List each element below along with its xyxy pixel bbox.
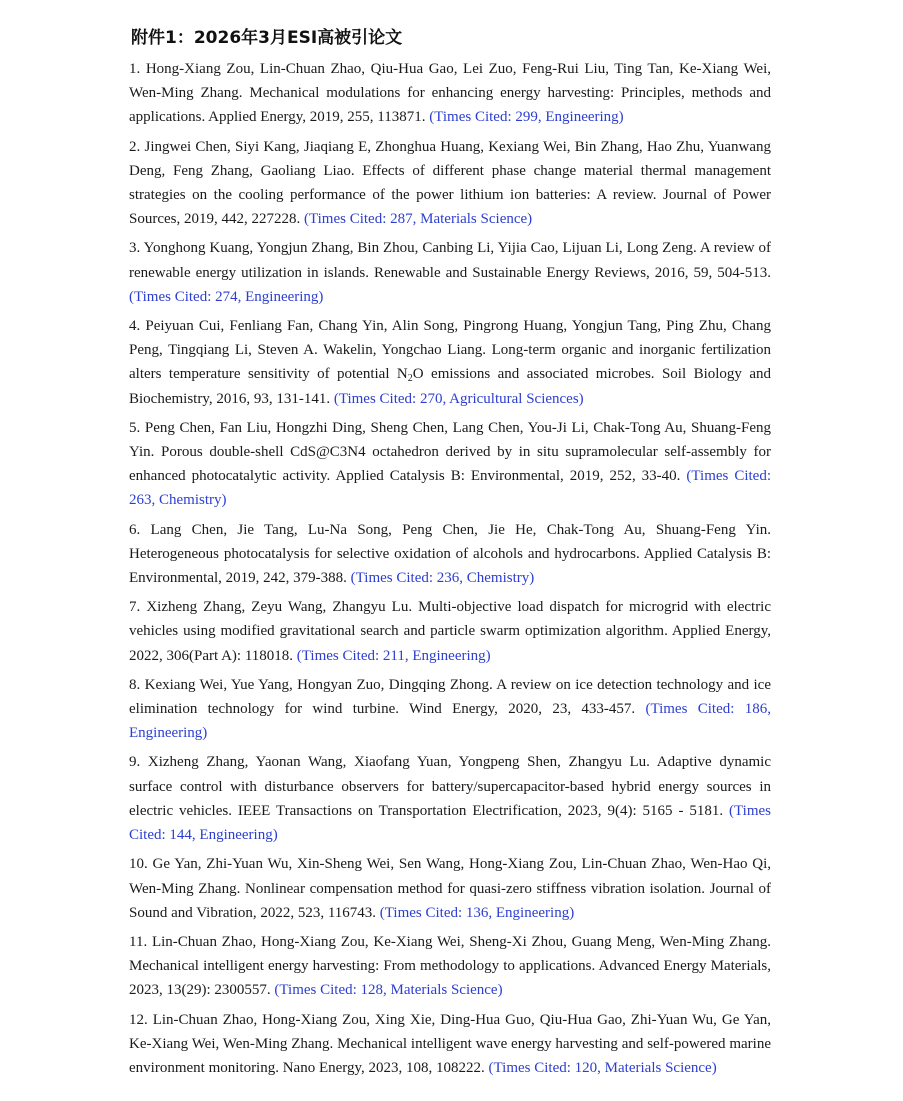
reference-text: Yonghong Kuang, Yongjun Zhang, Bin Zhou, Canbing Li, Yijia Cao, Lijuan Li, Long Zeng. A review of renewable energy utilization in islands. Renewable and Sustainable Energy Reviews, 2016, 59, 504-513. <box>129 240 771 281</box>
times-cited: (Times Cited: 136, Engineering) <box>379 904 575 921</box>
reference-item-7 <box>129 595 771 668</box>
reference-number: 4. <box>129 318 141 335</box>
reference-item-10 <box>129 852 771 925</box>
reference-number: 5. <box>129 419 141 436</box>
times-cited: (Times Cited: 186, Engineering) <box>129 701 771 742</box>
reference-item-12 <box>129 1008 771 1081</box>
reference-number: 7. <box>129 599 141 616</box>
reference-list <box>129 57 771 1085</box>
times-cited: (Times Cited: 274, Engineering) <box>129 288 324 305</box>
reference-number: 12. <box>129 1011 148 1028</box>
reference-number: 11. <box>129 933 148 950</box>
times-cited: (Times Cited: 236, Chemistry) <box>350 570 535 587</box>
times-cited: (Times Cited: 120, Materials Science) <box>488 1059 717 1076</box>
reference-item-5 <box>129 416 771 513</box>
reference-item-1 <box>129 57 771 130</box>
reference-number: 6. <box>129 521 141 538</box>
reference-number: 10. <box>129 856 148 873</box>
reference-text-part2: O emissions and associated microbes. Soil Biology and Biochemistry, 2016, 93, 131-141. <box>129 366 772 407</box>
times-cited: (Times Cited: 263, Chemistry) <box>129 468 772 509</box>
reference-text-part1: Peiyuan Cui, Fenliang Fan, Chang Yin, Alin Song, Pingrong Huang, Yongjun Tang, Ping Zhu, Chang Peng, Tingqiang Li, Steven A. Wakelin, Yongchao Liang. Long-term organic and inorganic fertilization alters temperature sensitivity of potential N <box>129 318 771 383</box>
reference-text: Jingwei Chen, Siyi Kang, Jiaqiang E, Zhonghua Huang, Kexiang Wei, Bin Zhang, Hao Zhu, Yuanwang Deng, Feng Zhang, Gaoliang Liao. Effects of different phase change material thermal management strategies on the cooling performance of the power lithium ion batteries: A review. Journal of Power Sources, 2019, 442, 227228. <box>129 138 772 228</box>
times-cited: (Times Cited: 144, Engineering) <box>129 802 771 844</box>
reference-item-8 <box>129 673 771 746</box>
reference-text: Xizheng Zhang, Zeyu Wang, Zhangyu Lu. Multi-objective load dispatch for microgrid with electric vehicles using modified gravitational search and particle swarm optimization algorithm. Applied Energy, 2022, 306(Part A): 118018. <box>129 599 772 664</box>
reference-item-3 <box>129 236 771 309</box>
page-title: 附件1：2026年3月ESI高被引论文 <box>131 28 403 48</box>
reference-text: Ge Yan, Zhi-Yuan Wu, Xin-Sheng Wei, Sen Wang, Hong-Xiang Zou, Lin-Chuan Zhao, Wen-Hao Qi, Wen-Ming Zhang. Nonlinear compensation method for quasi-zero stiffness vibration isolation. Journal of Sound and Vibration, 2022, 523, 116743. <box>129 856 772 921</box>
reference-text: Peng Chen, Fan Liu, Hongzhi Ding, Sheng Chen, Lang Chen, You-Ji Li, Chak-Tong Au, Shuang-Feng Yin. Porous double-shell CdS@C3N4 octahedron derived by in situ supramolecular self-assembly for enhanced photocatalytic activity. Applied Catalysis B: Environmental, 2019, 252, 33-40. <box>129 419 771 485</box>
reference-text: Hong-Xiang Zou, Lin-Chuan Zhao, Qiu-Hua Gao, Lei Zuo, Feng-Rui Liu, Ting Tan, Ke-Xiang Wei, Wen-Ming Zhang. Mechanical modulations for enhancing energy harvesting: Principles, methods and applications. Applied Energy, 2019, 255, 113871. <box>129 61 771 126</box>
reference-number: 1. <box>129 61 141 77</box>
reference-text: Kexiang Wei, Yue Yang, Hongyan Zuo, Dingqing Zhong. A review on ice detection technology and ice elimination technology for wind turbine. Wind Energy, 2020, 23, 433-457. <box>129 676 771 718</box>
reference-text: Lin-Chuan Zhao, Hong-Xiang Zou, Xing Xie, Ding-Hua Guo, Qiu-Hua Gao, Zhi-Yuan Wu, Ge Yan, Ke-Xiang Wei, Wen-Ming Zhang. Mechanical intelligent wave energy harvesting and self-powered marine environment monitoring. Nano Energy, 2023, 108, 108222. <box>129 1011 771 1076</box>
reference-number: 8. <box>129 676 141 693</box>
times-cited: (Times Cited: 211, Engineering) <box>296 647 491 664</box>
subscript-2: 2 <box>407 373 413 385</box>
times-cited: (Times Cited: 287, Materials Science) <box>304 211 533 228</box>
reference-item-4 <box>129 314 771 411</box>
reference-text: Xizheng Zhang, Yaonan Wang, Xiaofang Yuan, Yongpeng Shen, Zhangyu Lu. Adaptive dynamic surface control with disturbance observers for battery/supercapacitor-based hybrid energy sources in electric vehicles. IEEE Transactions on Transportation Electrification, 2023, 9(4): 5165 - 5181. <box>129 754 772 819</box>
times-cited: (Times Cited: 128, Materials Science) <box>274 982 503 999</box>
times-cited: (Times Cited: 299, Engineering) <box>429 109 624 126</box>
reference-item-11 <box>129 930 771 1003</box>
reference-item-2 <box>129 135 771 232</box>
reference-item-6 <box>129 518 771 591</box>
reference-text: Lin-Chuan Zhao, Hong-Xiang Zou, Ke-Xiang Wei, Sheng-Xi Zhou, Guang Meng, Wen-Ming Zhang. Mechanical intelligent energy harvesting: From methodology to applications. Advanced Energy Materials, 2023, 13(29): 2300557. <box>129 933 772 999</box>
reference-item-9 <box>129 750 771 847</box>
reference-number: 2. <box>129 138 141 155</box>
times-cited: (Times Cited: 270, Agricultural Sciences) <box>333 390 584 407</box>
reference-number: 3. <box>129 240 141 257</box>
reference-text: Lang Chen, Jie Tang, Lu-Na Song, Peng Chen, Jie He, Chak-Tong Au, Shuang-Feng Yin. Heterogeneous photocatalysis for selective oxidation of alcohols and hydrocarbons. Applied Catalysis B: Environmental, 2019, 242, 379-388. <box>129 521 771 587</box>
reference-number: 9. <box>129 754 141 771</box>
